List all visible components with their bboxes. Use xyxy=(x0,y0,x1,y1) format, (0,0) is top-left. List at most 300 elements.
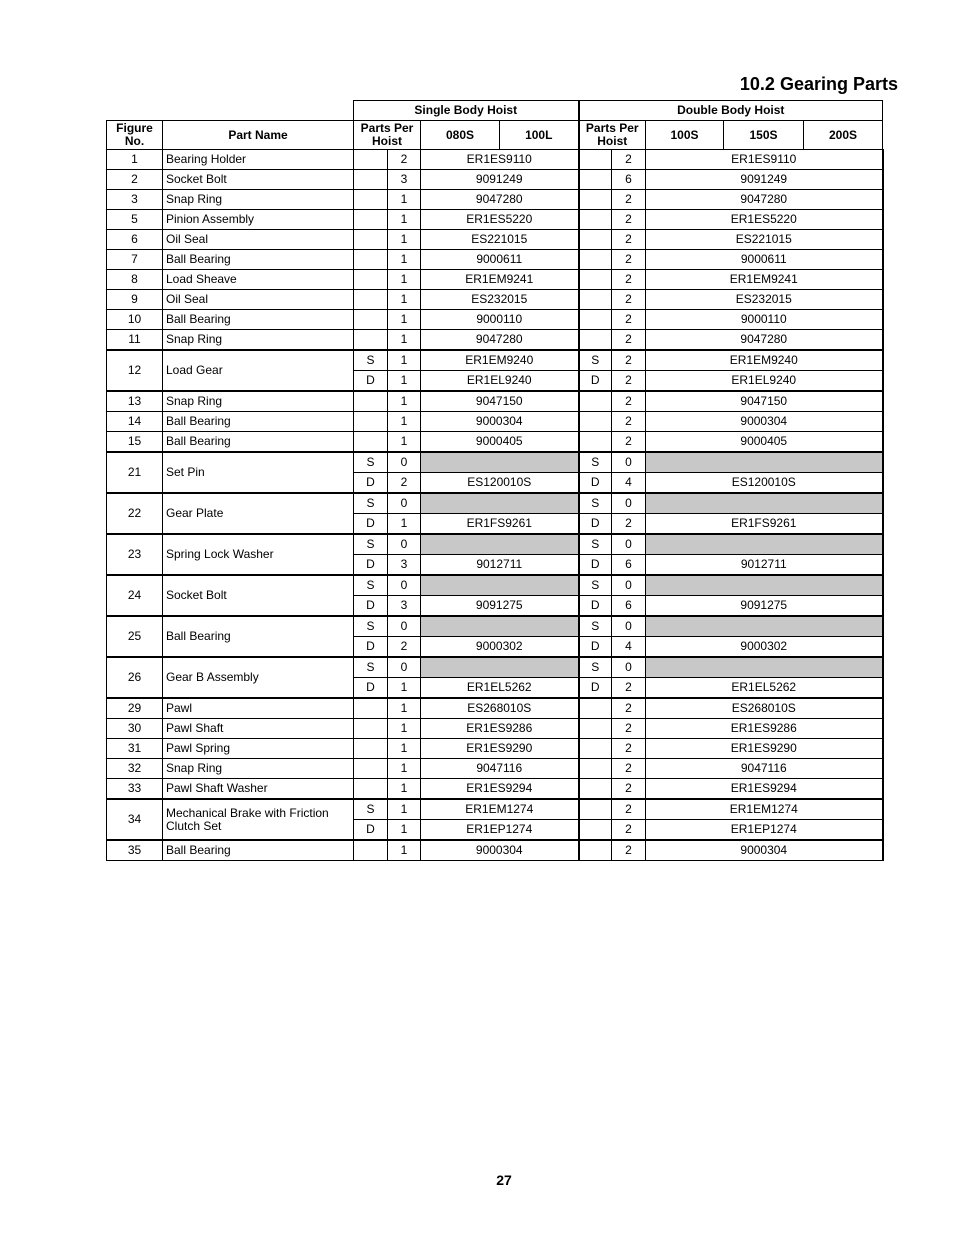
figure-no-cell: 15 xyxy=(107,432,163,453)
single-part-number-cell: ER1FS9261 xyxy=(421,514,579,535)
double-qty-cell: 2 xyxy=(612,190,646,210)
double-part-number-cell xyxy=(646,534,883,555)
double-type-cell xyxy=(579,290,612,310)
double-type-cell xyxy=(579,230,612,250)
part-name-cell: Snap Ring xyxy=(163,391,354,412)
single-qty-cell: 1 xyxy=(388,290,421,310)
double-part-number-cell: 9091275 xyxy=(646,596,883,617)
double-part-number-cell: 9047116 xyxy=(646,759,883,779)
part-name-cell: Mechanical Brake with Friction Clutch Set xyxy=(163,799,354,840)
single-part-number-cell: 9047116 xyxy=(421,759,579,779)
double-qty-cell: 2 xyxy=(612,350,646,371)
part-name-cell: Bearing Holder xyxy=(163,150,354,170)
table-body xyxy=(107,150,883,861)
double-type-cell xyxy=(579,391,612,412)
double-qty-cell: 0 xyxy=(612,575,646,596)
single-part-number-cell: ER1EM9240 xyxy=(421,350,579,371)
double-part-number-cell: ER1FS9261 xyxy=(646,514,883,535)
header-blank xyxy=(107,101,354,121)
table-row xyxy=(107,150,883,170)
single-qty-cell: 0 xyxy=(388,493,421,514)
single-qty-cell: 2 xyxy=(388,473,421,494)
single-qty-cell: 1 xyxy=(388,779,421,800)
part-name-cell: Ball Bearing xyxy=(163,412,354,432)
table-row xyxy=(107,230,883,250)
single-type-cell xyxy=(354,739,388,759)
single-part-number-cell xyxy=(421,657,579,678)
single-part-number-cell: ER1ES9110 xyxy=(421,150,579,170)
double-part-number-cell: ES221015 xyxy=(646,230,883,250)
double-part-number-cell xyxy=(646,657,883,678)
double-qty-cell: 2 xyxy=(612,412,646,432)
table-row xyxy=(107,290,883,310)
single-type-cell: S xyxy=(354,657,388,678)
double-part-number-cell: 9047150 xyxy=(646,391,883,412)
single-qty-cell: 1 xyxy=(388,719,421,739)
part-name-cell: Spring Lock Washer xyxy=(163,534,354,575)
model-200s-header: 200S xyxy=(804,121,883,150)
double-part-number-cell: ER1ES9110 xyxy=(646,150,883,170)
single-part-number-cell: 9012711 xyxy=(421,555,579,576)
figure-no-cell: 26 xyxy=(107,657,163,698)
double-part-number-cell: ES232015 xyxy=(646,290,883,310)
single-type-cell xyxy=(354,310,388,330)
single-qty-cell: 2 xyxy=(388,637,421,658)
double-type-cell: S xyxy=(579,350,612,371)
single-type-cell: D xyxy=(354,678,388,699)
single-part-number-cell xyxy=(421,452,579,473)
double-part-number-cell xyxy=(646,493,883,514)
figure-no-cell: 35 xyxy=(107,840,163,861)
double-qty-cell: 2 xyxy=(612,739,646,759)
single-part-number-cell: ES221015 xyxy=(421,230,579,250)
double-type-cell xyxy=(579,739,612,759)
table-row xyxy=(107,391,883,412)
double-type-cell xyxy=(579,250,612,270)
double-part-number-cell: ES268010S xyxy=(646,698,883,719)
part-name-cell: Pawl xyxy=(163,698,354,719)
double-qty-cell: 2 xyxy=(612,432,646,453)
double-type-cell: D xyxy=(579,555,612,576)
double-qty-cell: 2 xyxy=(612,210,646,230)
figure-no-cell: 24 xyxy=(107,575,163,616)
double-part-number-cell xyxy=(646,616,883,637)
single-type-cell xyxy=(354,270,388,290)
single-type-cell xyxy=(354,170,388,190)
table-row xyxy=(107,170,883,190)
figure-no-cell: 14 xyxy=(107,412,163,432)
table-row xyxy=(107,493,883,514)
part-name-cell: Ball Bearing xyxy=(163,840,354,861)
double-part-number-cell: 9000611 xyxy=(646,250,883,270)
figure-no-cell: 22 xyxy=(107,493,163,534)
part-name-header: Part Name xyxy=(163,121,354,150)
double-part-number-cell: ER1ES9286 xyxy=(646,719,883,739)
single-part-number-cell: 9000611 xyxy=(421,250,579,270)
figure-no-cell: 33 xyxy=(107,779,163,800)
table-row xyxy=(107,350,883,371)
single-part-number-cell: 9047280 xyxy=(421,190,579,210)
single-qty-cell: 1 xyxy=(388,391,421,412)
single-type-cell xyxy=(354,391,388,412)
single-type-cell xyxy=(354,150,388,170)
single-part-number-cell: 9047150 xyxy=(421,391,579,412)
single-qty-cell: 1 xyxy=(388,678,421,699)
figure-no-header: Figure No. xyxy=(107,121,163,150)
single-type-cell: S xyxy=(354,493,388,514)
single-type-cell: S xyxy=(354,616,388,637)
figure-no-cell: 6 xyxy=(107,230,163,250)
single-part-number-cell: ER1ES9294 xyxy=(421,779,579,800)
single-part-number-cell: ES120010S xyxy=(421,473,579,494)
single-qty-cell: 1 xyxy=(388,698,421,719)
double-type-cell: S xyxy=(579,534,612,555)
figure-no-cell: 32 xyxy=(107,759,163,779)
part-name-cell: Pinion Assembly xyxy=(163,210,354,230)
single-type-cell: D xyxy=(354,514,388,535)
single-type-cell xyxy=(354,412,388,432)
double-type-cell xyxy=(579,698,612,719)
double-type-cell xyxy=(579,820,612,841)
part-name-cell: Set Pin xyxy=(163,452,354,493)
double-type-cell: S xyxy=(579,575,612,596)
single-part-number-cell: ER1ES9290 xyxy=(421,739,579,759)
single-type-cell: D xyxy=(354,555,388,576)
double-type-cell xyxy=(579,840,612,861)
single-qty-cell: 1 xyxy=(388,412,421,432)
figure-no-cell: 10 xyxy=(107,310,163,330)
table-row xyxy=(107,412,883,432)
header-group-row xyxy=(107,101,883,121)
single-type-cell: D xyxy=(354,820,388,841)
single-qty-cell: 1 xyxy=(388,371,421,392)
double-qty-cell: 2 xyxy=(612,840,646,861)
single-body-hoist-header: Single Body Hoist xyxy=(354,101,579,121)
single-qty-cell: 1 xyxy=(388,210,421,230)
double-type-cell xyxy=(579,799,612,820)
single-qty-cell: 1 xyxy=(388,350,421,371)
part-name-cell: Snap Ring xyxy=(163,759,354,779)
part-name-cell: Ball Bearing xyxy=(163,432,354,453)
single-type-cell xyxy=(354,210,388,230)
table-row xyxy=(107,575,883,596)
table-row xyxy=(107,190,883,210)
double-qty-cell: 2 xyxy=(612,759,646,779)
part-name-cell: Snap Ring xyxy=(163,190,354,210)
figure-no-cell: 8 xyxy=(107,270,163,290)
double-parts-per-hoist-header: Parts Per Hoist xyxy=(579,121,646,150)
double-type-cell xyxy=(579,190,612,210)
figure-no-cell: 13 xyxy=(107,391,163,412)
double-part-number-cell: ER1EL5262 xyxy=(646,678,883,699)
double-type-cell xyxy=(579,759,612,779)
table-row xyxy=(107,698,883,719)
single-type-cell: S xyxy=(354,350,388,371)
figure-no-cell: 12 xyxy=(107,350,163,391)
part-name-cell: Gear B Assembly xyxy=(163,657,354,698)
table-row xyxy=(107,739,883,759)
double-type-cell: D xyxy=(579,678,612,699)
figure-no-cell: 3 xyxy=(107,190,163,210)
table-row xyxy=(107,270,883,290)
double-type-cell: D xyxy=(579,473,612,494)
double-qty-cell: 0 xyxy=(612,452,646,473)
single-qty-cell: 1 xyxy=(388,799,421,820)
double-type-cell xyxy=(579,719,612,739)
double-part-number-cell: 9000304 xyxy=(646,840,883,861)
single-type-cell xyxy=(354,432,388,453)
single-qty-cell: 1 xyxy=(388,739,421,759)
single-qty-cell: 3 xyxy=(388,170,421,190)
table-row xyxy=(107,657,883,678)
part-name-cell: Pawl Spring xyxy=(163,739,354,759)
table-row xyxy=(107,759,883,779)
single-qty-cell: 1 xyxy=(388,840,421,861)
double-qty-cell: 2 xyxy=(612,250,646,270)
figure-no-cell: 25 xyxy=(107,616,163,657)
double-qty-cell: 2 xyxy=(612,719,646,739)
single-type-cell xyxy=(354,840,388,861)
table-row xyxy=(107,534,883,555)
single-part-number-cell: 9000302 xyxy=(421,637,579,658)
double-part-number-cell xyxy=(646,452,883,473)
double-part-number-cell: 9000110 xyxy=(646,310,883,330)
double-part-number-cell: ER1EL9240 xyxy=(646,371,883,392)
single-type-cell xyxy=(354,290,388,310)
single-part-number-cell: ER1ES5220 xyxy=(421,210,579,230)
single-type-cell: D xyxy=(354,371,388,392)
figure-no-cell: 2 xyxy=(107,170,163,190)
part-name-cell: Gear Plate xyxy=(163,493,354,534)
single-part-number-cell xyxy=(421,534,579,555)
single-type-cell xyxy=(354,330,388,351)
part-name-cell: Oil Seal xyxy=(163,290,354,310)
double-qty-cell: 2 xyxy=(612,391,646,412)
single-part-number-cell xyxy=(421,616,579,637)
single-qty-cell: 0 xyxy=(388,616,421,637)
single-part-number-cell: ER1EM1274 xyxy=(421,799,579,820)
single-part-number-cell: 9091275 xyxy=(421,596,579,617)
double-qty-cell: 0 xyxy=(612,657,646,678)
table-row xyxy=(107,250,883,270)
double-type-cell xyxy=(579,270,612,290)
double-type-cell xyxy=(579,150,612,170)
single-qty-cell: 3 xyxy=(388,596,421,617)
single-qty-cell: 1 xyxy=(388,230,421,250)
figure-no-cell: 31 xyxy=(107,739,163,759)
double-qty-cell: 2 xyxy=(612,270,646,290)
table-row xyxy=(107,799,883,820)
double-body-hoist-header: Double Body Hoist xyxy=(579,101,883,121)
model-100l-header: 100L xyxy=(500,121,579,150)
single-part-number-cell: 9047280 xyxy=(421,330,579,351)
part-name-cell: Ball Bearing xyxy=(163,250,354,270)
header-column-row xyxy=(107,121,883,150)
double-part-number-cell xyxy=(646,575,883,596)
table-row xyxy=(107,432,883,453)
double-type-cell xyxy=(579,779,612,800)
double-qty-cell: 2 xyxy=(612,678,646,699)
table-row xyxy=(107,330,883,351)
double-qty-cell: 2 xyxy=(612,799,646,820)
part-name-cell: Load Sheave xyxy=(163,270,354,290)
single-qty-cell: 1 xyxy=(388,432,421,453)
figure-no-cell: 11 xyxy=(107,330,163,351)
single-qty-cell: 1 xyxy=(388,190,421,210)
single-part-number-cell: ER1EL9240 xyxy=(421,371,579,392)
single-part-number-cell: 9000304 xyxy=(421,412,579,432)
model-100s-header: 100S xyxy=(646,121,724,150)
part-name-cell: Snap Ring xyxy=(163,330,354,351)
figure-no-cell: 9 xyxy=(107,290,163,310)
figure-no-cell: 23 xyxy=(107,534,163,575)
double-type-cell: D xyxy=(579,514,612,535)
single-part-number-cell xyxy=(421,493,579,514)
single-type-cell xyxy=(354,779,388,800)
double-qty-cell: 2 xyxy=(612,779,646,800)
single-qty-cell: 1 xyxy=(388,759,421,779)
double-type-cell: D xyxy=(579,637,612,658)
double-part-number-cell: 9000304 xyxy=(646,412,883,432)
single-qty-cell: 1 xyxy=(388,330,421,351)
double-qty-cell: 2 xyxy=(612,230,646,250)
double-qty-cell: 6 xyxy=(612,596,646,617)
double-type-cell xyxy=(579,330,612,351)
double-qty-cell: 0 xyxy=(612,534,646,555)
double-qty-cell: 2 xyxy=(612,514,646,535)
single-type-cell xyxy=(354,190,388,210)
table-header xyxy=(107,101,883,150)
gearing-parts-table xyxy=(106,100,884,861)
double-part-number-cell: ER1ES9294 xyxy=(646,779,883,800)
figure-no-cell: 21 xyxy=(107,452,163,493)
double-part-number-cell: 9012711 xyxy=(646,555,883,576)
single-qty-cell: 0 xyxy=(388,575,421,596)
table-row xyxy=(107,840,883,861)
double-qty-cell: 0 xyxy=(612,493,646,514)
figure-no-cell: 7 xyxy=(107,250,163,270)
double-part-number-cell: 9000405 xyxy=(646,432,883,453)
double-qty-cell: 2 xyxy=(612,310,646,330)
single-qty-cell: 2 xyxy=(388,150,421,170)
double-qty-cell: 4 xyxy=(612,637,646,658)
double-qty-cell: 6 xyxy=(612,170,646,190)
part-name-cell: Load Gear xyxy=(163,350,354,391)
single-qty-cell: 0 xyxy=(388,534,421,555)
single-part-number-cell xyxy=(421,575,579,596)
double-part-number-cell: 9091249 xyxy=(646,170,883,190)
single-part-number-cell: 9000304 xyxy=(421,840,579,861)
double-type-cell: D xyxy=(579,596,612,617)
single-qty-cell: 3 xyxy=(388,555,421,576)
single-type-cell xyxy=(354,719,388,739)
single-qty-cell: 1 xyxy=(388,310,421,330)
double-part-number-cell: 9047280 xyxy=(646,190,883,210)
double-qty-cell: 2 xyxy=(612,698,646,719)
table-row xyxy=(107,616,883,637)
double-type-cell xyxy=(579,412,612,432)
double-qty-cell: 2 xyxy=(612,290,646,310)
double-type-cell: S xyxy=(579,493,612,514)
single-qty-cell: 1 xyxy=(388,250,421,270)
double-type-cell: S xyxy=(579,657,612,678)
single-type-cell: D xyxy=(354,637,388,658)
single-parts-per-hoist-header: Parts Per Hoist xyxy=(354,121,421,150)
single-type-cell: S xyxy=(354,534,388,555)
single-part-number-cell: 9000405 xyxy=(421,432,579,453)
single-type-cell: S xyxy=(354,575,388,596)
single-part-number-cell: 9000110 xyxy=(421,310,579,330)
double-part-number-cell: ER1ES5220 xyxy=(646,210,883,230)
single-type-cell xyxy=(354,698,388,719)
single-type-cell: D xyxy=(354,473,388,494)
single-part-number-cell: ER1EL5262 xyxy=(421,678,579,699)
single-type-cell xyxy=(354,230,388,250)
single-type-cell: S xyxy=(354,452,388,473)
double-qty-cell: 2 xyxy=(612,371,646,392)
double-qty-cell: 0 xyxy=(612,616,646,637)
double-type-cell xyxy=(579,310,612,330)
table-row xyxy=(107,310,883,330)
single-type-cell xyxy=(354,250,388,270)
double-part-number-cell: ER1EM9240 xyxy=(646,350,883,371)
page-number: 27 xyxy=(496,1172,512,1188)
double-type-cell: S xyxy=(579,452,612,473)
double-part-number-cell: ER1EP1274 xyxy=(646,820,883,841)
double-part-number-cell: 9047280 xyxy=(646,330,883,351)
single-qty-cell: 0 xyxy=(388,657,421,678)
single-part-number-cell: ES268010S xyxy=(421,698,579,719)
double-qty-cell: 2 xyxy=(612,820,646,841)
page-title: 10.2 Gearing Parts xyxy=(739,74,898,94)
table-row xyxy=(107,452,883,473)
double-part-number-cell: ER1EM1274 xyxy=(646,799,883,820)
single-part-number-cell: ER1EP1274 xyxy=(421,820,579,841)
part-name-cell: Ball Bearing xyxy=(163,310,354,330)
figure-no-cell: 34 xyxy=(107,799,163,840)
model-080s-header: 080S xyxy=(421,121,500,150)
double-type-cell xyxy=(579,432,612,453)
double-type-cell xyxy=(579,170,612,190)
figure-no-cell: 29 xyxy=(107,698,163,719)
table-row xyxy=(107,210,883,230)
double-qty-cell: 2 xyxy=(612,150,646,170)
double-type-cell: D xyxy=(579,371,612,392)
double-part-number-cell: ER1EM9241 xyxy=(646,270,883,290)
single-type-cell xyxy=(354,759,388,779)
single-part-number-cell: 9091249 xyxy=(421,170,579,190)
single-part-number-cell: ES232015 xyxy=(421,290,579,310)
single-part-number-cell: ER1EM9241 xyxy=(421,270,579,290)
figure-no-cell: 1 xyxy=(107,150,163,170)
single-part-number-cell: ER1ES9286 xyxy=(421,719,579,739)
single-type-cell: D xyxy=(354,596,388,617)
double-type-cell: S xyxy=(579,616,612,637)
figure-no-cell: 5 xyxy=(107,210,163,230)
single-type-cell: S xyxy=(354,799,388,820)
model-150s-header: 150S xyxy=(724,121,804,150)
single-qty-cell: 1 xyxy=(388,820,421,841)
table-row xyxy=(107,719,883,739)
double-part-number-cell: ES120010S xyxy=(646,473,883,494)
single-qty-cell: 0 xyxy=(388,452,421,473)
part-name-cell: Pawl Shaft xyxy=(163,719,354,739)
figure-no-cell: 30 xyxy=(107,719,163,739)
table-row xyxy=(107,779,883,800)
double-qty-cell: 6 xyxy=(612,555,646,576)
double-part-number-cell: ER1ES9290 xyxy=(646,739,883,759)
double-qty-cell: 2 xyxy=(612,330,646,351)
